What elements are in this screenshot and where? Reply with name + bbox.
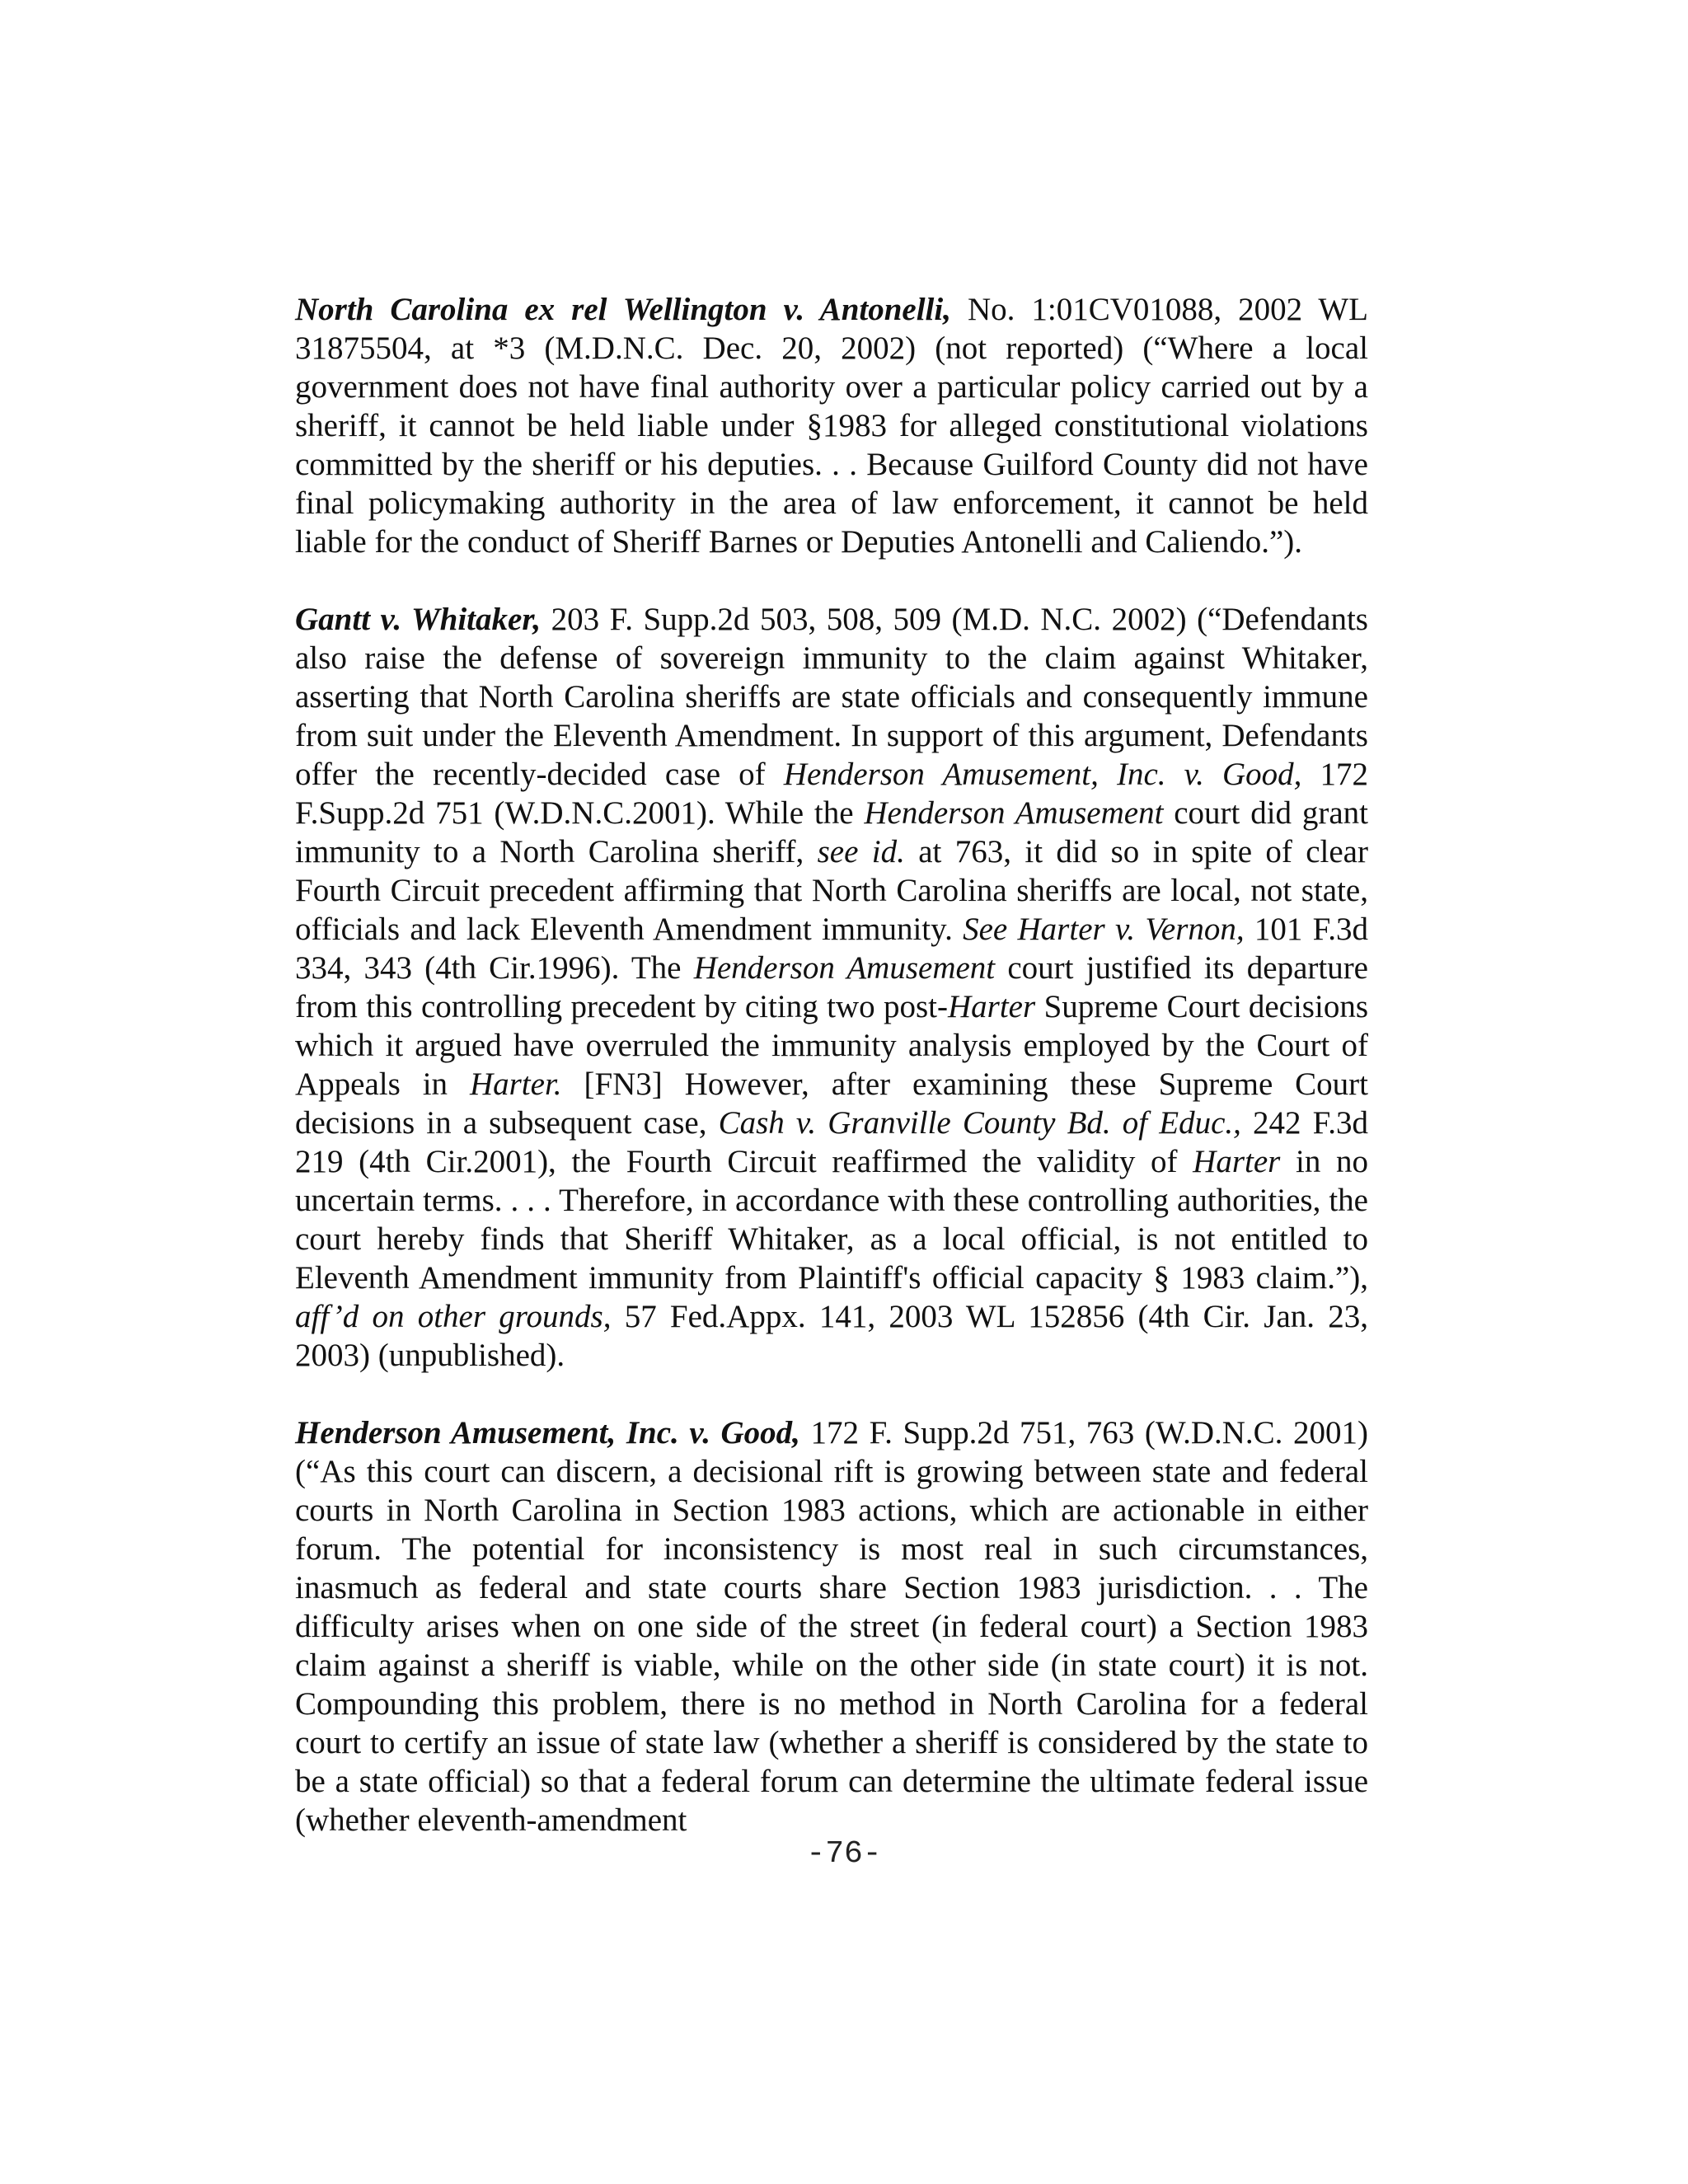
case-entry-henderson (295, 1413, 1368, 1840)
case-citation-text: 57 Fed.Appx. 141, 2003 WL 152856 (4th Cir. Jan. 23, 2003) (unpublished). (295, 1299, 1369, 1373)
case-citation-text: Supreme Court decisions which it argued have overruled the immunity analysis employed by the Court of Appeals in (295, 989, 1368, 1102)
italic-citation: Harter (1193, 1144, 1281, 1179)
italic-citation: Henderson Amusement (864, 795, 1164, 831)
italic-citation: Cash v. Granville County Bd. of Educ., (718, 1105, 1241, 1141)
case-citation-text: in no uncertain terms. . . . Therefore, in accordance with these controlling authorities, the court hereby finds that Sheriff Whitaker, as a local official, is not entitled to Eleventh Amendment immunity from Plaintiff's official capacity § 1983 claim.”), (295, 1144, 1368, 1296)
case-entry-wellington (295, 290, 1368, 561)
case-citation-text: 203 F. Supp.2d 503, 508, 509 (M.D. N.C. 2002) (“Defendants also raise the defense of sovereign immunity to the claim against Whitaker, asserting that North Carolina sheriffs are state officials and consequently immune from suit under the Eleventh Amendment. In support of this argument, Defendants offer the recently-decided case of (295, 602, 1368, 792)
case-citation-text: 172 F.Supp.2d 751 (W.D.N.C.2001). While the (295, 757, 1368, 831)
italic-citation: Henderson Amusement (693, 950, 996, 986)
document-page (295, 290, 1368, 1878)
case-citation-text: court did grant immunity to a North Carolina sheriff, (295, 795, 1368, 869)
italic-citation: see id. (817, 834, 905, 869)
case-name: Gantt v. Whitaker, (295, 602, 542, 637)
italic-citation: Harter (948, 989, 1036, 1024)
case-citation-text: 242 F.3d 219 (4th Cir.2001), the Fourth Circuit reaffirmed the validity of (295, 1105, 1368, 1179)
case-name: North Carolina ex rel Wellington v. Antonelli, (295, 292, 951, 327)
page-number: -76- (806, 1836, 882, 1872)
case-citation-text: 172 F. Supp.2d 751, 763 (W.D.N.C. 2001) (“As this court can discern, a decisional rift is growing between state and federal courts in North Carolina in Section 1983 actions, which are actionable in either forum. The potential for inconsistency is most real in such circumstances, inasmuch as federal and state courts share Section 1983 jurisdiction. . . The difficulty arises when on one side of the street (in federal court) a Section 1983 claim against a sheriff is viable, while on the other side (in state court) it is not. Compounding this problem, there is no method in North Carolina for a federal court to certify an issue of state law (whether a sheriff is considered by the state to be a state official) so that a federal forum can determine the ultimate federal issue (whether eleventh-amendment (295, 1415, 1368, 1838)
italic-citation: Harter. (469, 1066, 562, 1102)
case-citation-text: at 763, it did so in spite of clear Fourth Circuit precedent affirming that North Carolina sheriffs are local, not state, officials and lack Eleventh Amendment immunity. (295, 834, 1368, 947)
italic-citation: Henderson Amusement, Inc. v. Good, (783, 757, 1302, 792)
case-citation-text: No. 1:01CV01088, 2002 WL 31875504, at *3 (M.D.N.C. Dec. 20, 2002) (not reported) (“Where a local government does not have final authority over a particular policy carried out by a sheriff, it cannot be held liable under §1983 for alleged constitutional violations committed by the sheriff or his deputies. . . Because Guilford County did not have final policymaking authority in the area of law enforcement, it cannot be held liable for the conduct of Sheriff Barnes or Deputies Antonelli and Caliendo.”). (295, 292, 1368, 560)
case-citation-text: [FN3] However, after examining these Supreme Court decisions in a subsequent case, (295, 1066, 1368, 1141)
italic-citation: See Harter v. Vernon, (963, 912, 1245, 947)
case-name: Henderson Amusement, Inc. v. Good, (295, 1415, 800, 1451)
case-citation-text: 101 F.3d 334, 343 (4th Cir.1996). The (295, 912, 1369, 986)
case-entry-gantt (295, 600, 1368, 1375)
italic-citation: aff’d on other grounds, (295, 1299, 612, 1334)
case-citation-text: court justified its departure from this controlling precedent by citing two post- (295, 950, 1368, 1024)
